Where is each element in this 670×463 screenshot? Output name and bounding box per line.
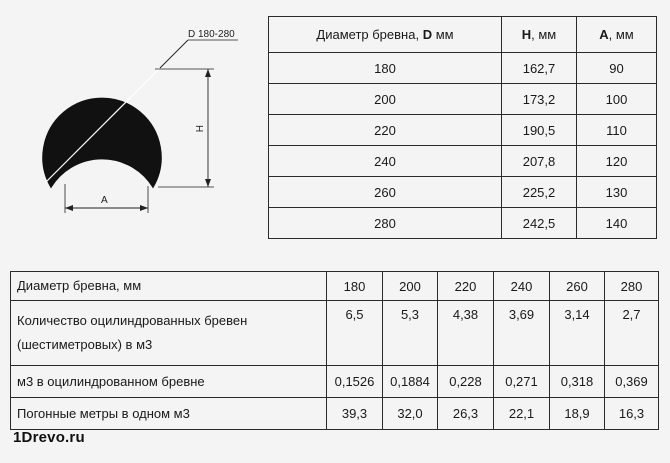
cell-count: 3,69 [494, 301, 550, 366]
cell-count: 5,3 [383, 301, 438, 366]
cell-volume: 0,271 [494, 366, 550, 398]
volume-table [10, 271, 659, 430]
cell-meters: 32,0 [383, 398, 438, 430]
cell-a: 90 [577, 53, 657, 84]
header-width-unit: , мм [608, 27, 634, 42]
log-cross-section-drawing [0, 0, 260, 240]
header-diameter-unit: мм [432, 27, 454, 42]
cell-diameter: 240 [494, 272, 550, 301]
cell-volume: 0,228 [438, 366, 494, 398]
cell-a: 140 [577, 208, 657, 239]
cell-count: 4,38 [438, 301, 494, 366]
cell-diameter: 260 [550, 272, 605, 301]
cell-volume: 0,1526 [327, 366, 383, 398]
table-row [11, 301, 659, 366]
cell-d: 180 [269, 53, 502, 84]
cell-volume: 0,1884 [383, 366, 438, 398]
cell-meters: 18,9 [550, 398, 605, 430]
cell-volume: 0,369 [605, 366, 659, 398]
table-row [269, 84, 657, 115]
cell-h: 173,2 [502, 84, 577, 115]
cell-count: 3,14 [550, 301, 605, 366]
table-row [269, 115, 657, 146]
cell-meters: 16,3 [605, 398, 659, 430]
row-label-meters: Погонные метры в одном м3 [11, 398, 327, 430]
table-row [269, 146, 657, 177]
dimensions-table [268, 16, 657, 239]
cell-diameter: 180 [327, 272, 383, 301]
cell-volume: 0,318 [550, 366, 605, 398]
header-diameter-text: Диаметр бревна, [316, 27, 423, 42]
header-width [577, 17, 657, 53]
cell-meters: 39,3 [327, 398, 383, 430]
cell-h: 225,2 [502, 177, 577, 208]
table-row [11, 398, 659, 430]
cell-h: 162,7 [502, 53, 577, 84]
cell-a: 100 [577, 84, 657, 115]
cell-diameter: 220 [438, 272, 494, 301]
cell-a: 110 [577, 115, 657, 146]
width-label: A [101, 195, 108, 206]
table-row [11, 366, 659, 398]
table-row [269, 208, 657, 239]
table-row [269, 53, 657, 84]
cell-d: 220 [269, 115, 502, 146]
row-label-diameter: Диаметр бревна, мм [11, 272, 327, 301]
header-width-symbol: A [599, 27, 609, 42]
cell-a: 120 [577, 146, 657, 177]
width-arrow-right [140, 205, 148, 211]
cell-d: 200 [269, 84, 502, 115]
cell-meters: 26,3 [438, 398, 494, 430]
height-label: H [193, 125, 204, 133]
row-label-count [11, 301, 327, 366]
dimensions-table-header [269, 17, 657, 53]
table-row [269, 177, 657, 208]
width-arrow-left [65, 205, 73, 211]
table-row [11, 272, 659, 301]
log-profile [43, 98, 161, 187]
cell-h: 207,8 [502, 146, 577, 177]
header-diameter [269, 17, 502, 53]
height-arrow-top [205, 69, 211, 77]
cell-d: 240 [269, 146, 502, 177]
row-label-count-line2: (шестиметровых) в м3 [17, 337, 153, 352]
cell-d: 260 [269, 177, 502, 208]
row-label-volume: м3 в оцилиндрованном бревне [11, 366, 327, 398]
cell-meters: 22,1 [494, 398, 550, 430]
header-height [502, 17, 577, 53]
diameter-leader [160, 40, 188, 68]
site-logo-text: 1Drevo.ru [13, 429, 85, 446]
cell-count: 6,5 [327, 301, 383, 366]
header-height-unit: , мм [531, 27, 557, 42]
header-height-symbol: H [521, 27, 532, 42]
cell-h: 242,5 [502, 208, 577, 239]
height-arrow-bottom [205, 179, 211, 187]
diameter-label: D 180-280 [188, 29, 235, 40]
cell-d: 280 [269, 208, 502, 239]
cell-a: 130 [577, 177, 657, 208]
cell-h: 190,5 [502, 115, 577, 146]
cell-diameter: 200 [383, 272, 438, 301]
cell-diameter: 280 [605, 272, 659, 301]
header-diameter-symbol: D [422, 27, 433, 42]
row-label-count-line1: Количество оцилиндрованных бревен [17, 313, 248, 328]
cell-count: 2,7 [605, 301, 659, 366]
